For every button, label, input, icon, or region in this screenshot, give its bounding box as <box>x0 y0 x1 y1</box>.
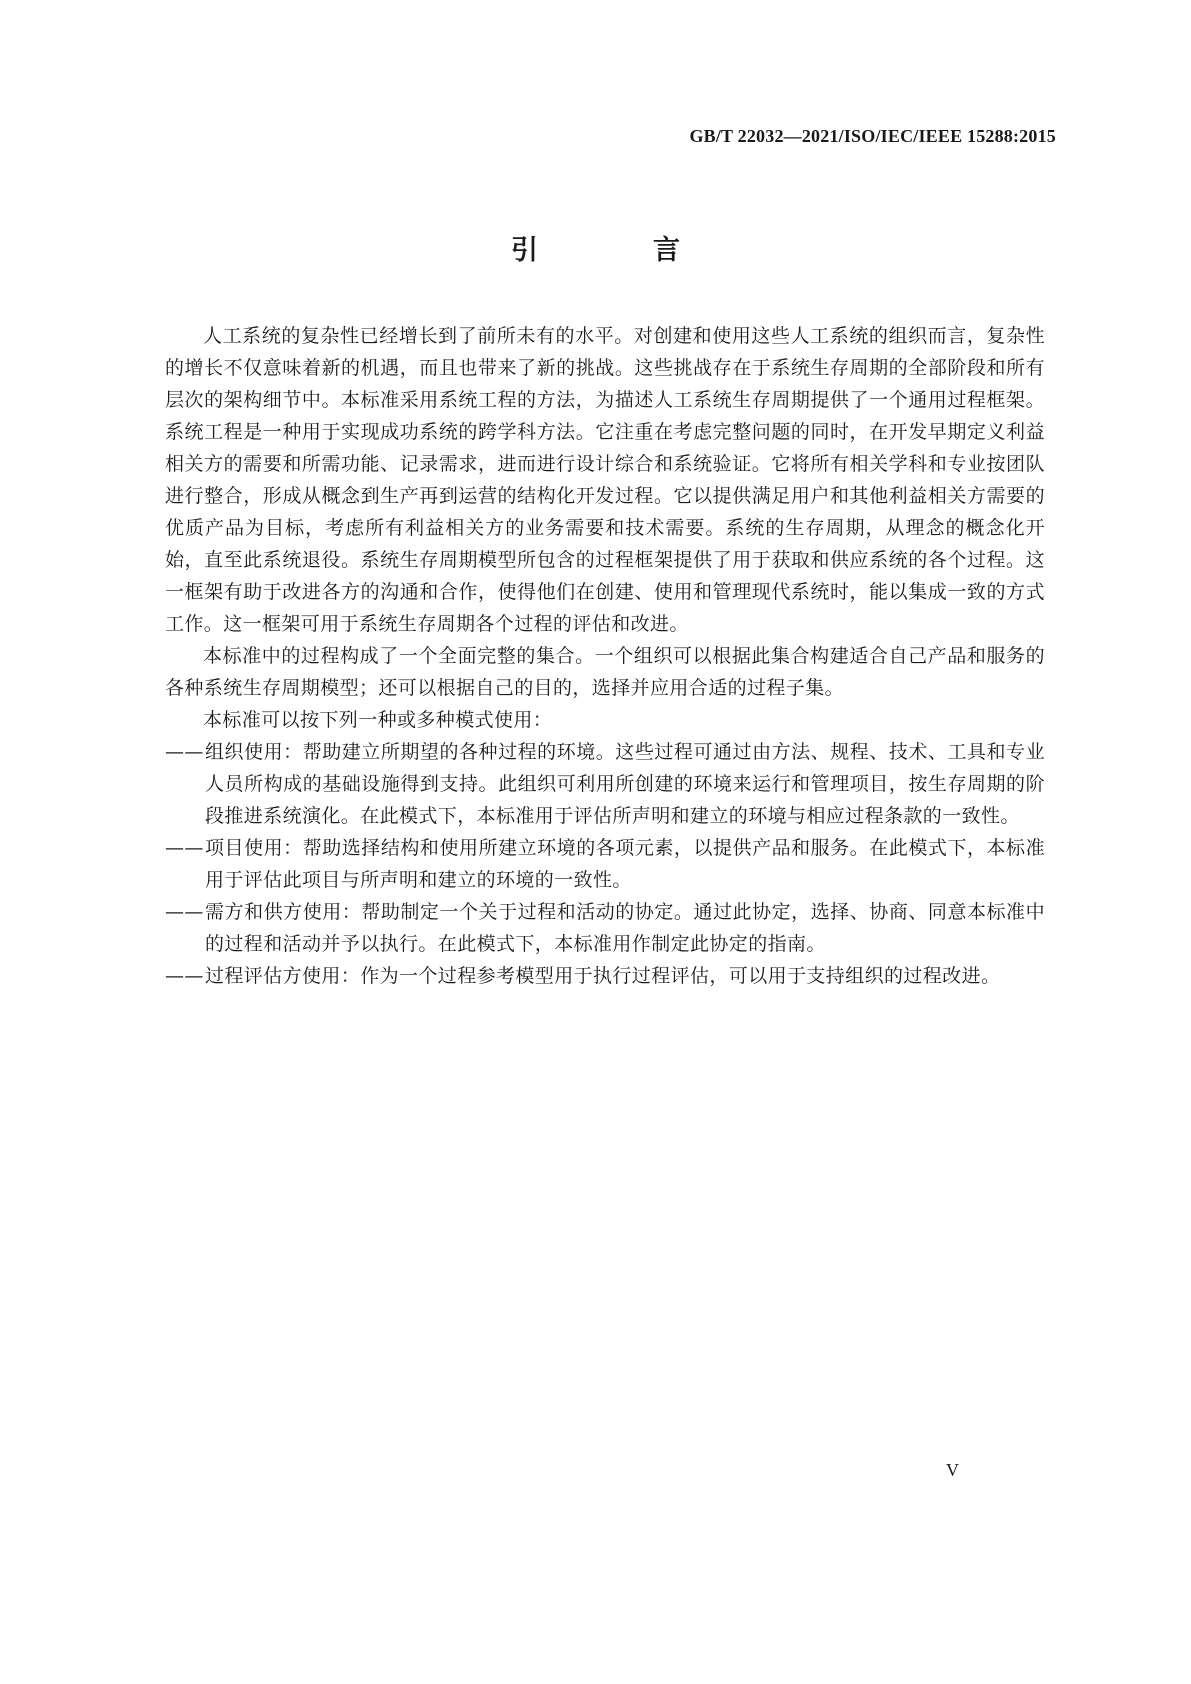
list-item <box>165 960 1045 992</box>
list-item <box>165 736 1045 832</box>
paragraph-process-set: 本标准中的过程构成了一个全面完整的集合。一个组织可以根据此集合构建适合自己产品和服务的各种系统生存周期模型；还可以根据自己的目的，选择并应用合适的过程子集。 <box>165 645 1045 699</box>
list-dash: —— <box>165 965 204 987</box>
page-title: 引 言 <box>511 235 724 266</box>
list-item-text: 组织使用：帮助建立所期望的各种过程的环境。这些过程可通过由方法、规程、技术、工具和专业人员所构成的基础设施得到支持。此组织可利用所创建的环境来运行和管理项目，按生存周期的阶段推进系统演化。在此模式下，本标准用于评估所声明和建立的环境与相应过程条款的一致性。 <box>205 741 1045 827</box>
list-dash: —— <box>165 741 204 763</box>
list-item-text: 项目使用：帮助选择结构和使用所建立环境的各项元素，以提供产品和服务。在此模式下，本标准用于评估此项目与所声明和建立的环境的一致性。 <box>205 837 1045 891</box>
document-body <box>165 320 1045 992</box>
list-dash: —— <box>165 837 204 859</box>
list-item-text: 需方和供方使用：帮助制定一个关于过程和活动的协定。通过此协定，选择、协商、同意本标准中的过程和活动并予以执行。在此模式下，本标准用作制定此协定的指南。 <box>205 901 1045 955</box>
list-item-text: 过程评估方使用：作为一个过程参考模型用于执行过程评估，可以用于支持组织的过程改进。 <box>205 965 1001 987</box>
paragraph-intro: 人工系统的复杂性已经增长到了前所未有的水平。对创建和使用这些人工系统的组织而言，复杂性的增长不仅意味着新的机遇，而且也带来了新的挑战。这些挑战存在于系统生存周期的全部阶段和所有层次的架构细节中。本标准采用系统工程的方法，为描述人工系统生存周期提供了一个通用过程框架。系统工程是一种用于实现成功系统的跨学科方法。它注重在考虑完整问题的同时，在开发早期定义利益相关方的需要和所需功能、记录需求，进而进行设计综合和系统验证。它将所有相关学科和专业按团队进行整合，形成从概念到生产再到运营的结构化开发过程。它以提供满足用户和其他利益相关方需要的优质产品为目标，考虑所有利益相关方的业务需要和技术需要。系统的生存周期，从理念的概念化开始，直至此系统退役。系统生存周期模型所包含的过程框架提供了用于获取和供应系统的各个过程。这一框架有助于改进各方的沟通和合作，使得他们在创建、使用和管理现代系统时，能以集成一致的方式工作。这一框架可用于系统生存周期各个过程的评估和改进。 <box>165 325 1045 635</box>
usage-mode-list <box>165 736 1045 992</box>
standard-code-header: GB/T 22032—2021/ISO/IEC/IEEE 15288:2015 <box>689 126 1056 146</box>
list-dash: —— <box>165 901 204 923</box>
list-item <box>165 832 1045 896</box>
list-item <box>165 896 1045 960</box>
paragraph-modes-lead: 本标准可以按下列一种或多种模式使用： <box>203 709 553 731</box>
page-number: V <box>946 1460 959 1480</box>
